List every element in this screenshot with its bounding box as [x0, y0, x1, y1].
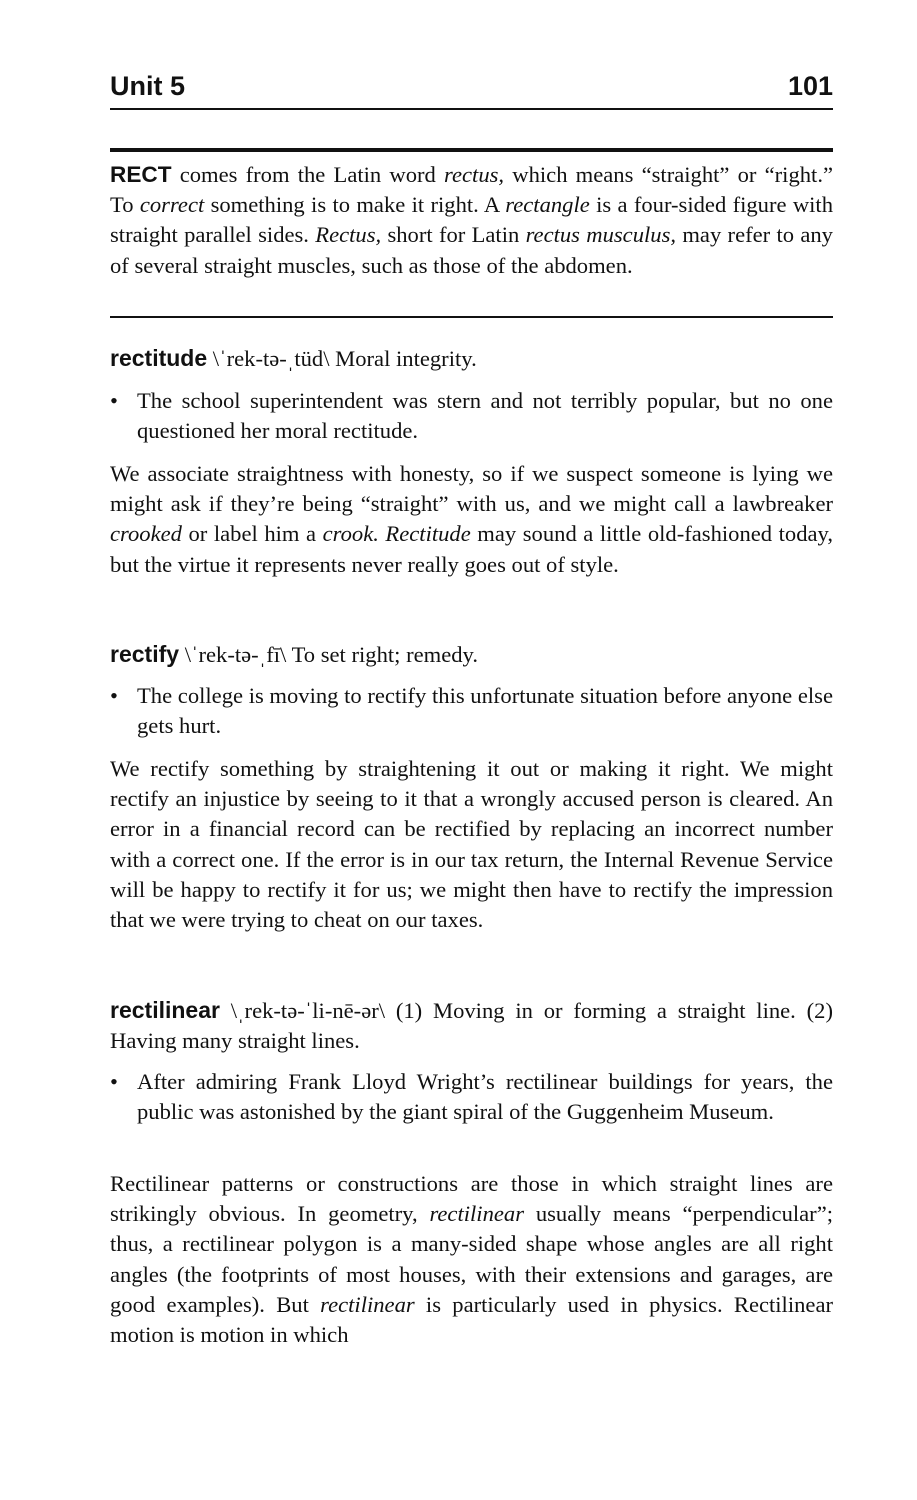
- root-intro: RECT comes from the Latin word rectus, which means “straight” or “right.” To correct something is to make it right. A rectangle is a four-sided figure with straight parallel sides. Rectus, short for Latin rectus musculus, may refer to any of several straight muscles, such as those of the abdomen.: [110, 162, 834, 278]
- bullet-icon: •: [110, 1069, 118, 1094]
- entry-heading-rectilinear: [110, 995, 833, 1056]
- example-sentence: • After admiring Frank Lloyd Wright’s rectilinear buildings for years, the public was astonished by the giant spiral of the Guggenheim Museum.: [110, 1069, 833, 1125]
- bullet-icon: •: [110, 388, 118, 413]
- headword: rectilinear: [110, 997, 220, 1023]
- root-term: RECT: [110, 162, 172, 187]
- headword: rectitude: [110, 345, 208, 371]
- definition: To set right; remedy.: [291, 642, 479, 667]
- running-header: [110, 66, 833, 106]
- explanation-paragraph: We associate straightness with honesty, so if we suspect someone is lying we might ask if they’re being “straight” with us, and we might call a lawbreaker crooked or label him a crook. Rectitude may sound a little old-fashioned today, but the virtue it represents never really goes out of style.: [110, 461, 834, 577]
- definition: Moral integrity.: [335, 346, 477, 371]
- root-box-bottom-rule: [110, 316, 833, 318]
- headword: rectify: [110, 641, 180, 667]
- pronunciation: \ˈrek-tə-ˌfī\: [184, 642, 287, 667]
- pronunciation: \ˈrek-tə-ˌtüd\: [212, 346, 330, 371]
- bullet-icon: •: [110, 683, 118, 708]
- page-number: 101: [787, 71, 833, 101]
- explanation-paragraph: Rectilinear patterns or constructions are those in which straight lines are strikingly obvious. In geometry, rectilinear usually means “perpendicular”; thus, a rectilinear polygon is a many-sided shape whose angles are all right angles (the footprints of most houses, with their extensions and garages, are good examples). But rectilinear is particularly used in physics. Rectilinear motion is motion in which: [110, 1171, 834, 1348]
- entry-heading-rectify: [110, 639, 833, 670]
- unit-label: Unit 5: [110, 71, 186, 101]
- definition: (1) Moving in or forming a straight line. (2) Having many straight lines.: [110, 998, 833, 1054]
- example-sentence: • The college is moving to rectify this unfortunate situation before anyone else gets hurt.: [110, 683, 833, 739]
- root-box-top-rule: [110, 148, 833, 152]
- pronunciation: \ˌrek-tə-ˈli-nē-ər\: [230, 998, 386, 1023]
- explanation-paragraph: We rectify something by straightening it out or making it right. We might rectify an injustice by seeing to it that a wrongly accused person is cleared. An error in a financial record can be rectified by replacing an incorrect number with a correct one. If the error is in our tax return, the Internal Revenue Service will be happy to rectify it for us; we might then have to rectify the impression that we were trying to cheat on our taxes.: [110, 756, 833, 933]
- example-sentence: • The school superintendent was stern and not terribly popular, but no one questioned her moral rectitude.: [110, 388, 833, 444]
- entry-heading-rectitude: [110, 343, 833, 374]
- header-rule: [110, 108, 833, 110]
